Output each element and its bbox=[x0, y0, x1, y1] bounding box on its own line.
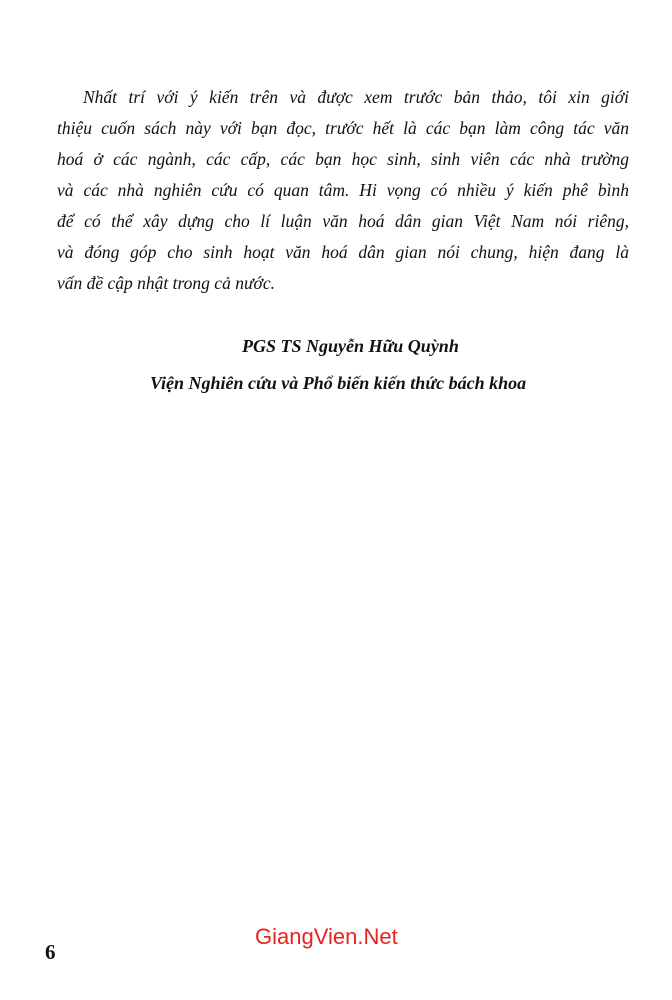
page-number: 6 bbox=[45, 940, 56, 964]
paragraph-line: và các nhà nghiên cứu có quan tâm. Hi vọng có nhiều ý kiến phê bình bbox=[57, 180, 629, 200]
body-paragraph bbox=[57, 82, 629, 299]
paragraph-line: để có thể xây dựng cho lí luận văn hoá dân gian Việt Nam nói riêng, bbox=[57, 211, 629, 231]
paragraph-line: Nhất trí với ý kiến trên và được xem trước bản thảo, tôi xin giới bbox=[83, 87, 629, 107]
paragraph-line: hoá ở các ngành, các cấp, các bạn học sinh, sinh viên các nhà trường bbox=[57, 149, 629, 169]
paragraph-line: thiệu cuốn sách này với bạn đọc, trước hết là các bạn làm công tác văn bbox=[57, 118, 629, 138]
watermark-link[interactable]: GiangVien.Net bbox=[255, 924, 398, 949]
paragraph-line: vấn đề cập nhật trong cả nước. bbox=[57, 273, 275, 293]
author-name: PGS TS Nguyễn Hữu Quỳnh bbox=[242, 336, 459, 356]
paragraph-line: và đóng góp cho sinh hoạt văn hoá dân gian nói chung, hiện đang là bbox=[57, 242, 629, 262]
author-organization: Viện Nghiên cứu và Phổ biến kiến thức bách khoa bbox=[150, 373, 527, 393]
